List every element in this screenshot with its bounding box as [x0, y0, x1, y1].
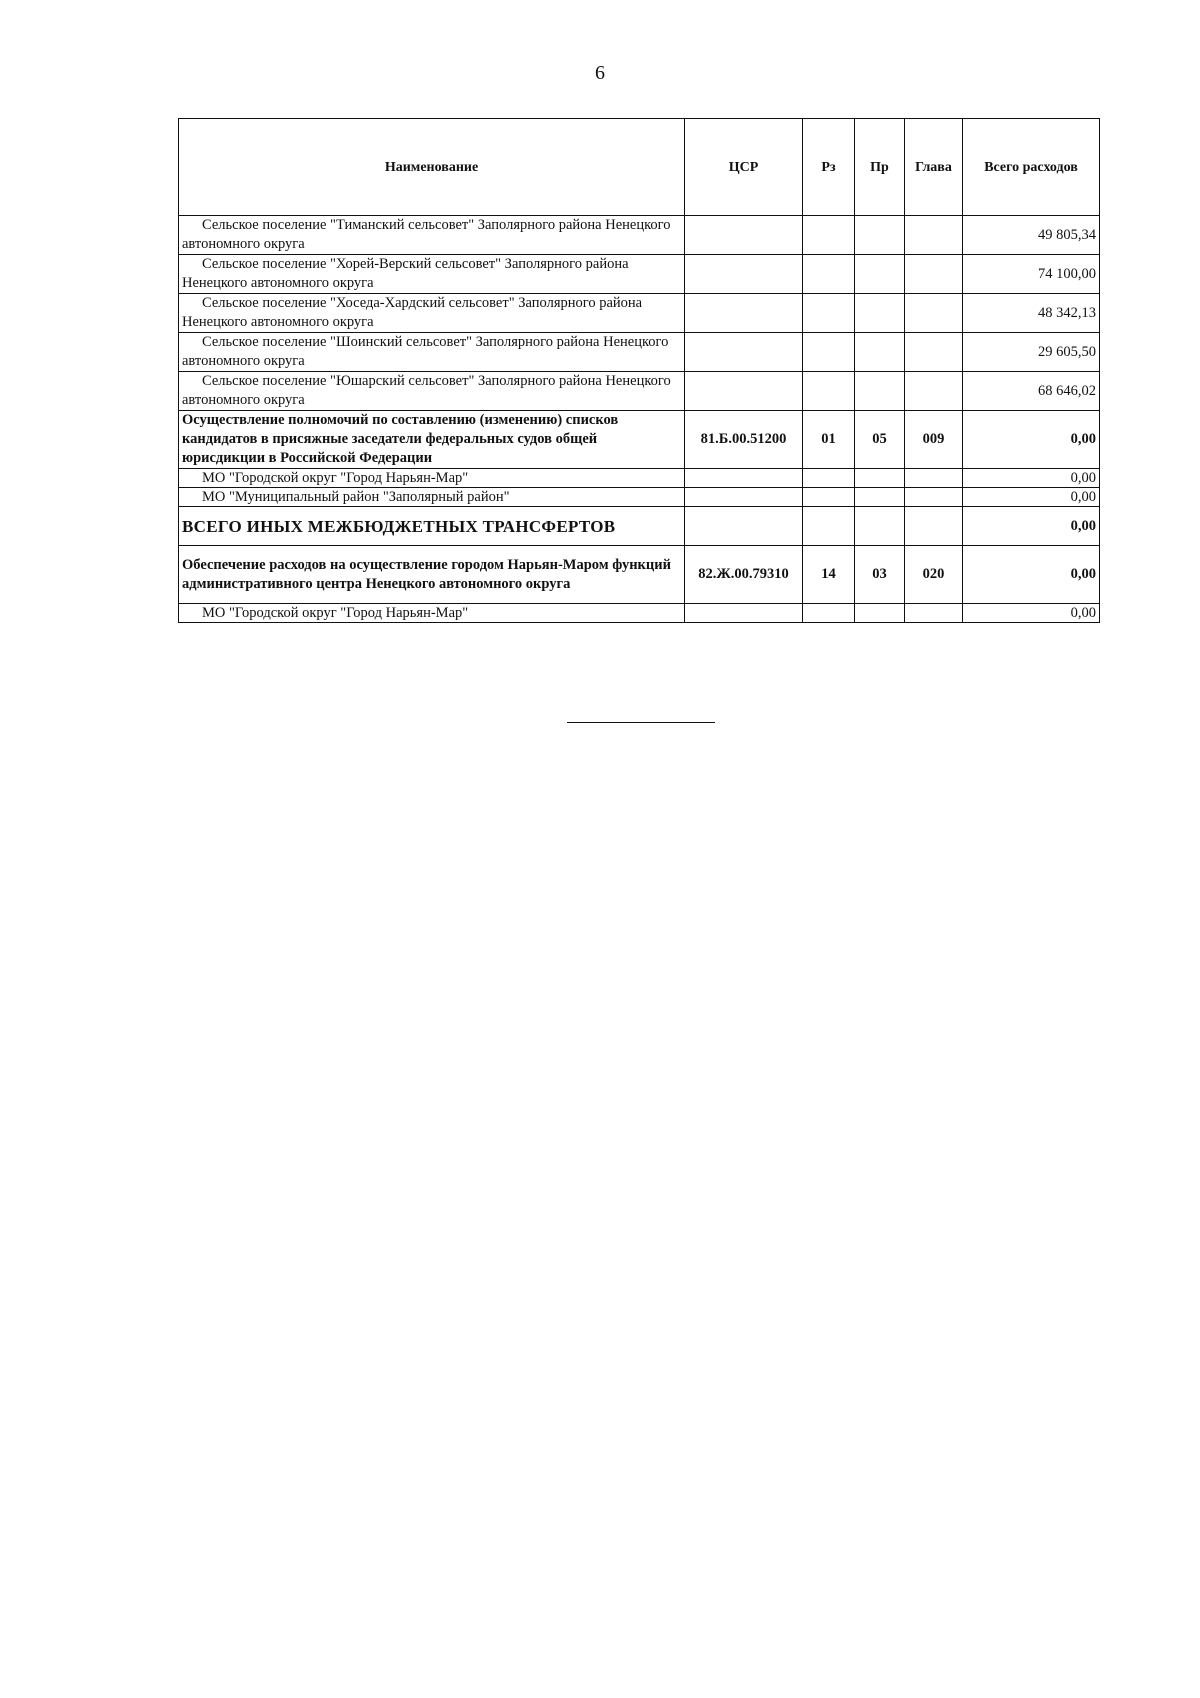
- header-rz: Рз: [803, 119, 855, 216]
- row-csr: [685, 333, 803, 372]
- table-row: [179, 216, 1100, 255]
- program-rz: 14: [803, 546, 855, 604]
- table-row: [179, 294, 1100, 333]
- row-name: Сельское поселение "Шоинский сельсовет" Заполярного района Ненецкого автономного округа: [179, 333, 685, 372]
- row-csr: [685, 488, 803, 507]
- row-pr: [855, 507, 905, 546]
- row-pr: [855, 333, 905, 372]
- program-rz: 01: [803, 411, 855, 469]
- table-row: [179, 488, 1100, 507]
- table-row: [179, 333, 1100, 372]
- table-row: [179, 255, 1100, 294]
- row-pr: [855, 216, 905, 255]
- header-csr: ЦСР: [685, 119, 803, 216]
- grand-total-row: [179, 507, 1100, 546]
- row-total: 49 805,34: [963, 216, 1100, 255]
- program-pr: 05: [855, 411, 905, 469]
- program-csr: 82.Ж.00.79310: [685, 546, 803, 604]
- row-glava: [905, 604, 963, 623]
- row-name: МО "Муниципальный район "Заполярный район": [179, 488, 685, 507]
- table-header-row: [179, 119, 1100, 216]
- grand-total-value: 0,00: [963, 507, 1100, 546]
- header-pr: Пр: [855, 119, 905, 216]
- grand-total-label: ВСЕГО ИНЫХ МЕЖБЮДЖЕТНЫХ ТРАНСФЕРТОВ: [179, 507, 685, 546]
- row-name: МО "Городской округ "Город Нарьян-Мар": [179, 469, 685, 488]
- row-total: 0,00: [963, 469, 1100, 488]
- header-total: Всего расходов: [963, 119, 1100, 216]
- budget-table: [178, 118, 1100, 623]
- row-rz: [803, 216, 855, 255]
- row-glava: [905, 469, 963, 488]
- program-row: [179, 546, 1100, 604]
- row-name: Сельское поселение "Хорей-Верский сельсовет" Заполярного района Ненецкого автономного округа: [179, 255, 685, 294]
- row-name: Сельское поселение "Юшарский сельсовет" Заполярного района Ненецкого автономного округа: [179, 372, 685, 411]
- end-divider-line: [567, 722, 715, 723]
- program-name: Обеспечение расходов на осуществление городом Нарьян-Маром функций административного центра Ненецкого автономного округа: [179, 546, 685, 604]
- row-csr: [685, 604, 803, 623]
- table-row: [179, 604, 1100, 623]
- table-row: [179, 469, 1100, 488]
- row-total: 74 100,00: [963, 255, 1100, 294]
- row-total: 68 646,02: [963, 372, 1100, 411]
- program-row: [179, 411, 1100, 469]
- page-number: 6: [595, 62, 605, 84]
- row-rz: [803, 294, 855, 333]
- row-pr: [855, 255, 905, 294]
- row-glava: [905, 294, 963, 333]
- row-pr: [855, 294, 905, 333]
- row-csr: [685, 255, 803, 294]
- row-glava: [905, 333, 963, 372]
- row-glava: [905, 372, 963, 411]
- row-pr: [855, 469, 905, 488]
- row-rz: [803, 372, 855, 411]
- row-glava: [905, 507, 963, 546]
- row-total: 0,00: [963, 488, 1100, 507]
- row-csr: [685, 294, 803, 333]
- row-rz: [803, 255, 855, 294]
- row-glava: [905, 488, 963, 507]
- row-csr: [685, 507, 803, 546]
- row-csr: [685, 469, 803, 488]
- row-rz: [803, 469, 855, 488]
- row-pr: [855, 488, 905, 507]
- table-row: [179, 372, 1100, 411]
- row-name: МО "Городской округ "Город Нарьян-Мар": [179, 604, 685, 623]
- header-glava: Глава: [905, 119, 963, 216]
- row-rz: [803, 604, 855, 623]
- row-csr: [685, 372, 803, 411]
- row-rz: [803, 488, 855, 507]
- row-name: Сельское поселение "Тиманский сельсовет" Заполярного района Ненецкого автономного округа: [179, 216, 685, 255]
- row-csr: [685, 216, 803, 255]
- row-rz: [803, 333, 855, 372]
- program-glava: 009: [905, 411, 963, 469]
- program-glava: 020: [905, 546, 963, 604]
- row-total: 29 605,50: [963, 333, 1100, 372]
- row-pr: [855, 604, 905, 623]
- row-glava: [905, 216, 963, 255]
- row-glava: [905, 255, 963, 294]
- row-name: Сельское поселение "Хоседа-Хардский сельсовет" Заполярного района Ненецкого автономного округа: [179, 294, 685, 333]
- program-pr: 03: [855, 546, 905, 604]
- header-name: Наименование: [179, 119, 685, 216]
- row-total: 0,00: [963, 604, 1100, 623]
- row-rz: [803, 507, 855, 546]
- program-name: Осуществление полномочий по составлению (изменению) списков кандидатов в присяжные заседатели федеральных судов общей юрисдикции в Российской Федерации: [179, 411, 685, 469]
- row-total: 48 342,13: [963, 294, 1100, 333]
- row-pr: [855, 372, 905, 411]
- program-total: 0,00: [963, 546, 1100, 604]
- program-total: 0,00: [963, 411, 1100, 469]
- program-csr: 81.Б.00.51200: [685, 411, 803, 469]
